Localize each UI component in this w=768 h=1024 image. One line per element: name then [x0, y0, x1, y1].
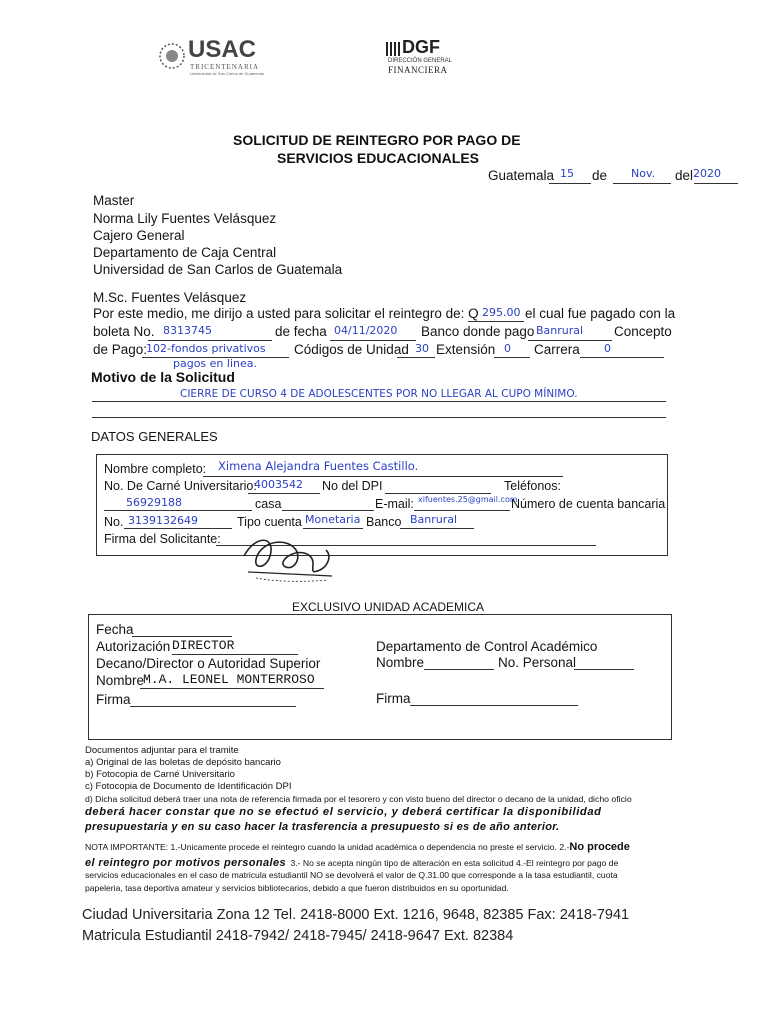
- nota-line3: servicios educacionales en el caso de matricula estudiantil NO se devolverá el valor de Q.31.00 que corresponde a la tasa estudiantil, cuota: [85, 870, 618, 880]
- unidad-nombre-value[interactable]: M.A. LEONEL MONTERROSO: [143, 672, 315, 687]
- unidad-fecha-label: Fecha: [96, 622, 134, 637]
- fecha-label: de fecha: [275, 324, 327, 339]
- fecha-field[interactable]: 04/11/2020: [334, 324, 398, 337]
- nota-line4: papeleria, tasa deportiva amateur y servicios bibliotecarios, debido a que fueron distribuidos en su oportunidad.: [85, 883, 509, 893]
- banco-field[interactable]: Banrural: [410, 513, 458, 526]
- telefono-field[interactable]: 56929188: [126, 496, 182, 509]
- concepto-pago-label: de Pago:: [93, 342, 148, 357]
- nombre-completo-label: Nombre completo:: [104, 462, 207, 476]
- recipient-line-2: Norma Lily Fuentes Velásquez: [93, 211, 277, 226]
- recipient-line-5: Universidad de San Carlos de Guatemala: [93, 262, 343, 277]
- depto-nombre-label: Nombre: [376, 655, 425, 670]
- firma-solicitante-label: Firma del Solicitante:: [104, 532, 221, 546]
- body-line1-end: el cual fue pagado con la: [525, 306, 676, 321]
- unidad-nombre-label: Nombre: [96, 673, 145, 688]
- docs-item-a: a) Original de las boletas de depósito bancario: [85, 757, 281, 768]
- nombre-completo-field[interactable]: Ximena Alejandra Fuentes Castillo.: [218, 459, 419, 473]
- extension-label: Extensión: [436, 342, 496, 357]
- usac-logo: [158, 36, 268, 80]
- cuenta-bancaria-label: Número de cuenta bancaria: [511, 497, 666, 511]
- nota-line2-text: 3.- No se acepta ningún tipo de alteración en esta solicitud 4.-El reintegro por pago de: [290, 858, 619, 868]
- date-day[interactable]: 15: [560, 167, 574, 180]
- usac-logo-text: USAC: [188, 36, 257, 63]
- tipo-cuenta-field[interactable]: Monetaria: [305, 513, 361, 526]
- usac-logo-sub2: Universidad de San Carlos de Guatemala: [190, 71, 264, 76]
- casa-label: casa: [255, 497, 282, 511]
- docs-item-d-line3: presupuestaria y en su caso hacer la trasferencia a presupuesto si es de año anterior.: [85, 821, 560, 833]
- nota-line1-text: NOTA IMPORTANTE: 1.-Unicamente procede el reintegro cuando la unidad académica o dependencia no preste el servicio. 2.-: [85, 842, 570, 852]
- title-line-1: SOLICITUD DE REINTEGRO POR PAGO DE: [233, 132, 521, 148]
- usac-seal-icon: [158, 42, 186, 70]
- concepto-field-2[interactable]: pagos en linea.: [173, 357, 257, 370]
- date-del-label: del: [675, 168, 694, 183]
- datos-generales-heading: DATOS GENERALES: [91, 429, 218, 444]
- footer-line-2: Matricula Estudiantil 2418-7942/ 2418-7945/ 2418-9647 Ext. 82384: [82, 928, 514, 944]
- codigos-unidad-label: Códigos de Unidad: [294, 342, 409, 357]
- depto-firma-label: Firma: [376, 691, 411, 706]
- nota-line2-bold: el reintegro por motivos personales: [85, 857, 287, 869]
- concepto-label: Concepto: [614, 324, 672, 339]
- banco-pago-label: Banco donde pago: [421, 324, 535, 339]
- dgf-logo: [386, 38, 456, 78]
- docs-item-b: b) Fotocopia de Carné Universitario: [85, 769, 235, 780]
- footer-line-1: Ciudad Universitaria Zona 12 Tel. 2418-8000 Ext. 1216, 9648, 82385 Fax: 2418-7941: [82, 907, 630, 923]
- salutation: M.Sc. Fuentes Velásquez: [93, 290, 247, 305]
- banco-pago-field[interactable]: Banrural: [536, 324, 584, 337]
- date-month[interactable]: Nov.: [631, 167, 656, 180]
- docs-item-d: d) Dicha solicitud deberá traer una nota de referencia firmada por el tesorero y con visto bueno del director o decano de la unidad, dicho oficio: [85, 794, 632, 804]
- cuenta-no-label: No.: [104, 515, 124, 529]
- cuenta-field[interactable]: 3139132649: [128, 514, 198, 527]
- boleta-field[interactable]: 8313745: [163, 324, 212, 337]
- unidad-decano-label: Decano/Director o Autoridad Superior: [96, 656, 321, 671]
- dpi-label: No del DPI: [322, 479, 383, 493]
- dgf-logo-sub2: FINANCIERA: [388, 65, 448, 75]
- email-label: E-mail:: [375, 497, 414, 511]
- recipient-line-3: Cajero General: [93, 228, 185, 243]
- nota-importante-line2: [85, 853, 618, 871]
- docs-item-d-line2: deberá hacer constar que no se efectuó el servicio, y deberá certificar la disponibilidad: [85, 806, 602, 818]
- date-de-label: de: [592, 168, 608, 183]
- unidad-firma-label: Firma: [96, 692, 131, 707]
- nota-line1-bold: No procede: [569, 841, 630, 853]
- recipient-line-1: Master: [93, 193, 135, 208]
- date-year[interactable]: 2020: [693, 167, 721, 180]
- docs-heading: Documentos adjuntar para el tramite: [85, 745, 239, 756]
- tipo-cuenta-label: Tipo cuenta: [237, 515, 302, 529]
- carrera-field[interactable]: 0: [604, 342, 611, 355]
- boleta-label: boleta No.: [93, 324, 155, 339]
- extension-field[interactable]: 0: [504, 342, 511, 355]
- motivo-label: Motivo de la Solicitud: [91, 369, 235, 385]
- dgf-logo-text: DGF: [402, 37, 440, 57]
- dgf-logo-sub1: DIRECCIÓN GENERAL: [388, 58, 453, 64]
- title-line-2: SERVICIOS EDUCACIONALES: [277, 150, 479, 166]
- docs-item-c: c) Fotocopia de Documento de Identificación DPI: [85, 781, 292, 792]
- carne-field[interactable]: 4003542: [254, 478, 303, 491]
- carne-label: No. De Carné Universitario:: [104, 479, 257, 493]
- carrera-label: Carrera: [534, 342, 580, 357]
- signature-image: [236, 526, 340, 584]
- codigos-unidad-field[interactable]: 30: [415, 342, 429, 355]
- depto-control-label: Departamento de Control Académico: [376, 639, 598, 654]
- concepto-field-1[interactable]: 102-fondos privativos: [146, 342, 266, 355]
- email-field[interactable]: xifuentes.25@gmail.com: [418, 495, 518, 504]
- body-line1-text: Por este medio, me dirijo a usted para solicitar el reintegro de: Q: [93, 306, 479, 321]
- unidad-autorizacion-label: Autorización: [96, 639, 171, 654]
- motivo-field[interactable]: CIERRE DE CURSO 4 DE ADOLESCENTES POR NO LLEGAR AL CUPO MÍNIMO.: [180, 388, 578, 400]
- usac-logo-sub: TRICENTENARIA: [190, 63, 259, 71]
- telefonos-label: Teléfonos:: [504, 479, 561, 493]
- unidad-autorizacion-value[interactable]: DIRECTOR: [172, 638, 235, 653]
- recipient-line-4: Departamento de Caja Central: [93, 245, 277, 260]
- amount-field[interactable]: 295.00: [482, 306, 521, 319]
- date-city: Guatemala: [488, 168, 555, 183]
- dgf-bars-icon: [386, 42, 402, 56]
- depto-personal-label: No. Personal: [498, 655, 577, 670]
- banco-label: Banco: [366, 515, 402, 529]
- unidad-heading: EXCLUSIVO UNIDAD ACADEMICA: [292, 600, 485, 614]
